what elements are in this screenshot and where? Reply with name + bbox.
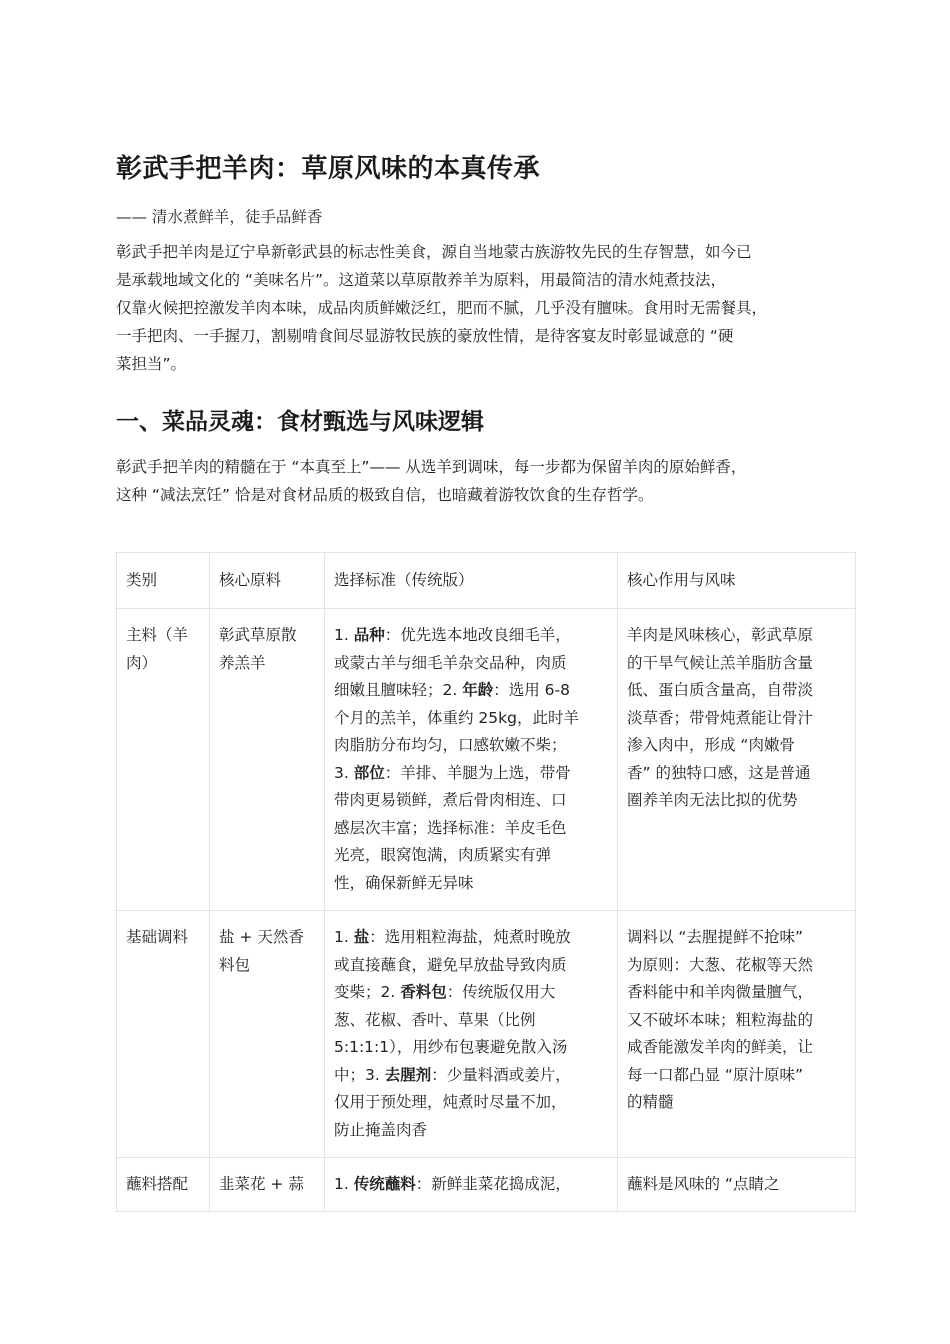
cell-material [210, 1158, 325, 1212]
cell-effect [618, 609, 856, 911]
cell-category [117, 609, 210, 911]
text-run: 3. [334, 763, 354, 782]
header-material: 核心原料 [210, 553, 325, 609]
keyword: 品种 [353, 626, 385, 644]
cell-line: 香” 的独特口感，这是普通 [627, 763, 811, 782]
cell-line: 料包 [219, 955, 251, 974]
text-line: 仅靠火候把控激发羊肉本味，成品肉质鲜嫩泛红，肥而不腻，几乎没有膻味。食用时无需餐具， [116, 299, 768, 317]
cell-line [334, 1171, 608, 1199]
text-run: ：选用 6-8 [493, 681, 570, 699]
text-run: ：选用粗粒海盐，炖煮时晚放 [369, 928, 571, 946]
intro-paragraph [116, 238, 846, 378]
cell-line: 羊肉是风味核心，彰武草原 [627, 626, 814, 644]
keyword: 盐 [353, 928, 370, 946]
text-run: 变柴；2. [334, 983, 401, 1001]
section-heading: 一、菜品灵魂：食材甄选与风味逻辑 [116, 409, 484, 435]
keyword: 传统蘸料 [353, 1175, 416, 1193]
cell-line [334, 622, 608, 650]
cell-line: 调料以 “去腥提鲜不抢味” [627, 928, 803, 946]
cell-material [210, 911, 325, 1158]
cell-standard [325, 1158, 618, 1212]
table-header-row [117, 553, 856, 609]
cell-category [117, 1158, 210, 1212]
cell-line: 葱、花椒、香叶、草果（比例 [334, 1010, 536, 1029]
cell-line: 蘸料搭配 [126, 1175, 189, 1193]
cell-line: 基础调料 [126, 928, 189, 946]
page-title: 彰武手把羊肉：草原风味的本真传承 [116, 154, 541, 184]
cell-line: 的精髓 [627, 1093, 674, 1111]
cell-line: 盐 + 天然香 [219, 928, 304, 946]
cell-category [117, 911, 210, 1158]
text-line: 彰武手把羊肉是辽宁阜新彰武县的标志性美食，源自当地蒙古族游牧先民的生存智慧，如今已 [116, 243, 752, 261]
cell-material [210, 609, 325, 911]
keyword: 去腥剂 [384, 1065, 432, 1084]
cell-line: 的干旱气候让羔羊脂肪含量 [627, 653, 814, 672]
cell-line: 带肉更易锁鲜，煮后骨肉相连、口 [334, 791, 567, 809]
cell-line: 彰武草原散 [219, 626, 297, 644]
cell-line: 低、蛋白质含量高，自带淡 [627, 681, 814, 699]
cell-line: 韭菜花 + 蒜 [219, 1175, 304, 1193]
cell-standard [325, 911, 618, 1158]
cell-line: 养羔羊 [219, 653, 266, 672]
page-subtitle: —— 清水煮鲜羊，徒手品鲜香 [116, 208, 323, 226]
cell-line: 仅用于预处理，炖煮时尽量不加， [334, 1093, 567, 1111]
text-run: ：传统版仅用大 [446, 983, 556, 1001]
ingredients-table [116, 552, 856, 1212]
text-run: ：羊排、羊腿为上选，带骨 [384, 763, 571, 782]
cell-line: 主料（羊 [126, 626, 189, 644]
text-run: 1. [334, 928, 354, 946]
header-category: 类别 [117, 553, 210, 609]
cell-line [334, 979, 608, 1007]
text-run: 中；3. [334, 1065, 385, 1084]
cell-line [334, 760, 608, 788]
cell-standard [325, 609, 618, 911]
cell-line: 光亮，眼窝饱满，肉质紧实有弹 [334, 846, 552, 864]
cell-effect [618, 911, 856, 1158]
table-row [117, 911, 856, 1158]
text-run: 细嫩且膻味轻；2. [334, 681, 463, 699]
text-line: 这种 “减法烹饪” 恰是对食材品质的极致自信，也暗藏着游牧饮食的生存哲学。 [116, 486, 654, 504]
text-line: 一手把肉、一手握刀，割剔啃食间尽显游牧民族的豪放性情，是待客宴友时彰显诚意的 “硬 [116, 327, 734, 345]
header-standard: 选择标准（传统版） [325, 553, 618, 609]
table-row [117, 1158, 856, 1212]
section-paragraph [116, 453, 846, 509]
cell-line: 淡草香；带骨炖煮能让骨汁 [627, 708, 814, 727]
cell-line: 蘸料是风味的 “点睛之 [627, 1175, 780, 1193]
cell-line: 每一口都凸显 “原汁原味” [627, 1065, 803, 1084]
cell-effect [618, 1158, 856, 1212]
keyword: 香料包 [400, 983, 447, 1001]
header-effect: 核心作用与风味 [618, 553, 856, 609]
cell-line: 5:1:1:1），用纱布包裹避免散入汤 [334, 1038, 568, 1056]
cell-line: 为原则：大葱、花椒等天然 [627, 955, 814, 974]
keyword: 年龄 [462, 681, 494, 699]
cell-line: 或直接蘸食，避免早放盐导致肉质 [334, 955, 567, 974]
text-line: 是承载地域文化的 “美味名片”。这道菜以草原散养羊为原料，用最简洁的清水炖煮技法， [116, 271, 726, 289]
cell-line [334, 677, 608, 705]
cell-line: 性，确保新鲜无异味 [334, 873, 474, 892]
text-line: 彰武手把羊肉的精髓在于 “本真至上”—— 从选羊到调味，每一步都为保留羊肉的原始鲜香， [116, 458, 747, 476]
cell-line: 肉） [126, 653, 158, 672]
keyword: 部位 [353, 763, 385, 782]
cell-line: 肉脂肪分布均匀，口感软嫩不柴； [334, 736, 567, 754]
text-run: 1. [334, 626, 354, 644]
text-run: ：少量料酒或姜片， [431, 1065, 571, 1084]
cell-line: 渗入肉中，形成 “肉嫩骨 [627, 736, 795, 754]
cell-line: 又不破坏本味；粗粒海盐的 [627, 1010, 814, 1029]
text-run: ：新鲜韭菜花捣成泥， [415, 1175, 571, 1193]
cell-line [334, 924, 608, 952]
text-run: ：优先选本地改良细毛羊， [384, 626, 571, 644]
cell-line: 香料能中和羊肉微量膻气， [627, 983, 814, 1001]
table-row [117, 609, 856, 911]
cell-line: 圈养羊肉无法比拟的优势 [627, 791, 798, 809]
cell-line: 或蒙古羊与细毛羊杂交品种，肉质 [334, 653, 567, 672]
text-line: 菜担当”。 [116, 355, 187, 373]
cell-line: 咸香能激发羊肉的鲜美，让 [627, 1038, 814, 1056]
cell-line: 感层次丰富；选择标准：羊皮毛色 [334, 818, 567, 837]
cell-line: 防止掩盖肉香 [334, 1120, 428, 1139]
cell-line [334, 1062, 608, 1090]
cell-line: 个月的羔羊，体重约 25kg，此时羊 [334, 708, 579, 727]
text-run: 1. [334, 1175, 354, 1193]
